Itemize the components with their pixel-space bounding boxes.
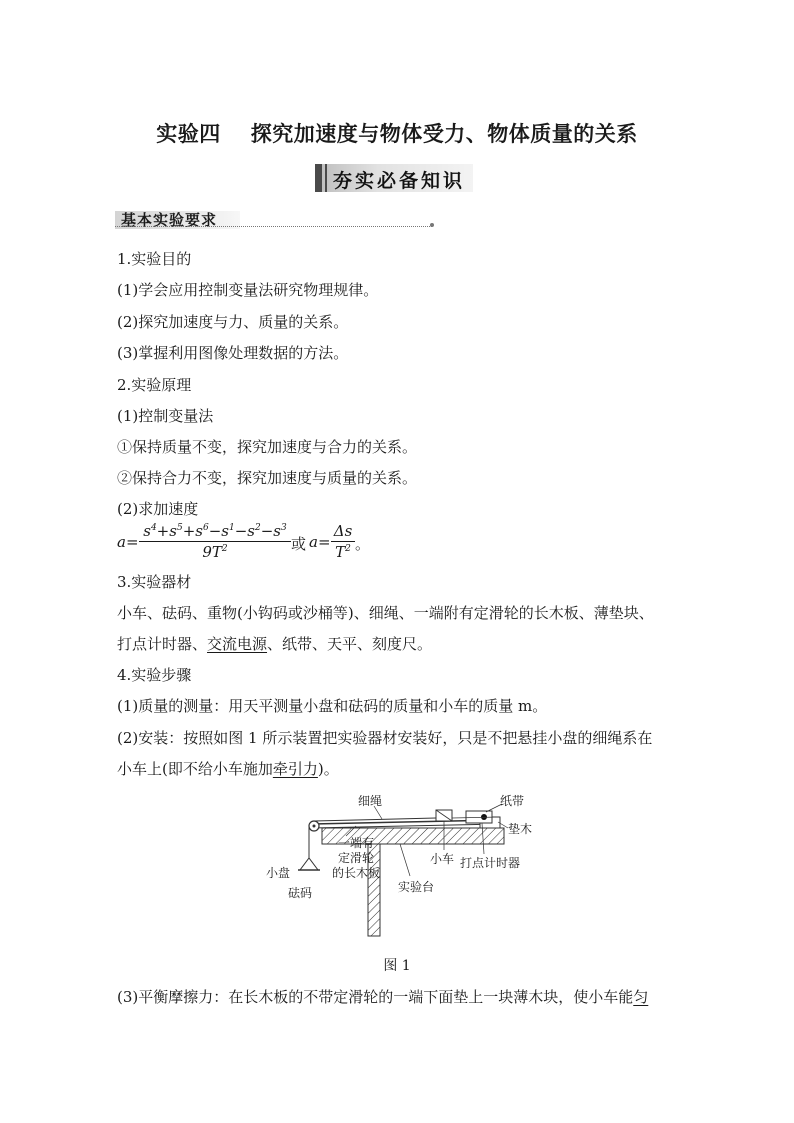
step-1: (1)质量的测量：用天平测量小盘和砝码的质量和小车的质量 m。 [117,697,548,715]
section-heading-text: 基本实验要求 [121,211,218,229]
purpose-item-2: (2)探究加速度与力、质量的关系。 [117,313,349,331]
formula-numerator: $s^4+s^5+s^6-s^1-s^2-s^3$ [139,522,291,542]
label-tape: 纸带 [500,794,525,808]
principle-sub-1: (1)控制变量法 [117,407,214,425]
equipment-line-2 [117,633,432,654]
formula-lhs-2: a= [309,533,331,551]
equipment-line-2-b: 、纸带、天平、刻度尺。 [267,635,433,653]
formula-fraction [139,522,291,561]
leader-table [400,844,410,876]
formula-lhs: a= [117,533,139,551]
equipment-line-2-a: 打点计时器、 [117,635,208,653]
apparatus-figure [262,790,542,940]
formula-denominator-2: $T^2$ [335,543,351,561]
label-board-2: 定滑轮 [338,851,375,865]
formula-denominator: $9T^2$ [202,543,228,561]
banner-bar [315,164,322,192]
step-2-traction-link: 牵引力 [272,760,318,778]
label-board-1: 一端有 [338,836,375,850]
formula-fraction-2 [331,522,355,561]
purpose-heading: 1.实验目的 [117,250,192,268]
formula-numerator-2: Δs [331,522,355,542]
step-2-line-1: (2)安装：按照如图 1 所示装置把实验器材安装好，只是不把悬挂小盘的细绳系在 [117,729,653,747]
principle-sub-2: (2)求加速度 [117,500,199,518]
principle-item-b: ②保持合力不变，探究加速度与质量的关系。 [117,469,418,487]
steps-heading: 4.实验步骤 [117,666,192,684]
purpose-item-1: (1)学会应用控制变量法研究物理规律。 [117,281,379,299]
principle-heading: 2.实验原理 [117,376,192,394]
rope [314,818,436,821]
section-divider [115,226,432,227]
section-divider-dot [430,223,434,227]
label-weights: 砝码 [288,886,313,900]
step-3-uniform-link: 匀 [633,988,649,1006]
title-experiment-number: 实验四 [156,122,221,146]
banner-bar-thin [325,164,327,192]
banner-text: 夯实必备知识 [333,170,466,192]
equipment-ac-power-link: 交流电源 [207,635,268,653]
page-title [0,118,794,148]
label-rope: 细绳 [358,794,383,808]
step-2-line-2 [117,758,339,779]
purpose-item-3: (3)掌握利用图像处理数据的方法。 [117,344,349,362]
label-tray: 小盘 [266,866,291,880]
label-board-3: 的长木板 [332,866,381,880]
principle-item-a: ①保持质量不变，探究加速度与合力的关系。 [117,438,418,456]
section-banner [315,164,473,192]
step-3 [117,986,648,1007]
step-2-line-2-a: 小车上(即不给小车施加 [117,760,273,778]
label-table: 实验台 [398,880,435,894]
figure-caption: 图 1 [383,958,411,974]
equipment-line-1: 小车、砝码、重物(小钩码或沙桶等)、细绳、一端附有定滑轮的长木板、薄垫块、 [117,604,654,622]
formula-or: 或 [291,535,307,553]
step-2-line-2-b: )。 [317,760,339,778]
title-experiment-name: 探究加速度与物体受力、物体质量的关系 [250,122,638,146]
step-3-a: (3)平衡摩擦力：在长木板的不带定滑轮的一端下面垫上一块薄木块，使小车能 [117,988,634,1006]
label-wood-block: 垫木 [508,822,533,836]
formula-end: 。 [355,535,371,553]
label-timer: 打点计时器 [460,856,521,870]
equipment-heading: 3.实验器材 [117,573,192,591]
label-cart: 小车 [430,852,455,866]
long-board-edge [312,824,500,828]
tray [300,858,318,870]
pulley-axle [313,825,316,828]
